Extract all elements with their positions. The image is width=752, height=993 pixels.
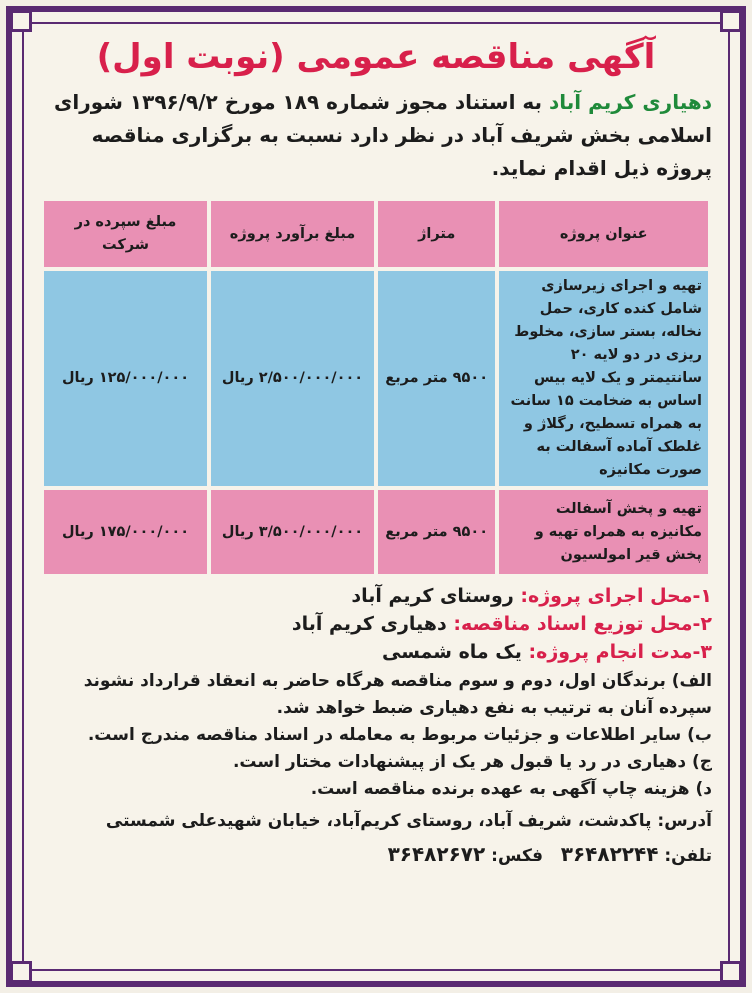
info-label: ۳-مدت انجام پروژه: — [528, 641, 712, 663]
info-value: روستای کریم آباد — [351, 585, 514, 607]
projects-table — [40, 197, 712, 578]
organization-name: دهیاری کریم آباد — [549, 90, 712, 114]
info-documents — [40, 610, 712, 638]
header-project-title: عنوان پروژه — [499, 201, 708, 267]
table-header-row — [44, 201, 708, 267]
info-value: دهیاری کریم آباد — [291, 613, 447, 635]
cell-area: ۹۵۰۰ متر مربع — [378, 271, 495, 486]
note-item: الف) برندگان اول، دوم و سوم مناقصه هرگاه حاضر به انعقاد قرارداد نشوند سپرده آنان به ترتیب به نفع دهیاری ضبط خواهد شد. — [83, 671, 712, 718]
header-estimate: مبلغ برآورد پروژه — [211, 201, 374, 267]
info-duration — [40, 638, 712, 666]
corner-ornament — [720, 961, 742, 983]
intro-paragraph — [40, 86, 712, 185]
table-row — [44, 271, 708, 486]
cell-estimate: ۳/۵۰۰/۰۰۰/۰۰۰ ریال — [211, 490, 374, 574]
info-label: ۲-محل توزیع اسناد مناقصه: — [453, 613, 712, 635]
cell-deposit: ۱۷۵/۰۰۰/۰۰۰ ریال — [44, 490, 207, 574]
phone-label: تلفن: — [664, 846, 712, 866]
info-label: ۱-محل اجرای پروژه: — [520, 585, 712, 607]
cell-area: ۹۵۰۰ متر مربع — [378, 490, 495, 574]
cell-deposit: ۱۲۵/۰۰۰/۰۰۰ ریال — [44, 271, 207, 486]
address-line — [40, 807, 712, 836]
ad-content — [40, 34, 712, 961]
header-area: متراژ — [378, 201, 495, 267]
project-info — [40, 582, 712, 666]
notes-list — [40, 668, 712, 803]
ad-title: آگهی مناقصه عمومی (نوبت اول) — [96, 37, 656, 77]
table-row — [44, 490, 708, 574]
corner-ornament — [10, 10, 32, 32]
header-deposit: مبلغ سپرده در شرکت — [44, 201, 207, 267]
note-item: د) هزینه چاپ آگهی به عهده برنده مناقصه است. — [310, 779, 712, 799]
info-value: یک ماه شمسی — [381, 641, 522, 663]
address-value: پاکدشت، شریف آباد، روستای کریم‌آباد، خیابان شهیدعلی شمستی — [105, 811, 652, 831]
cell-project-title: تهیه و اجرای زیرسازی شامل کنده کاری، حمل نخاله، بستر سازی، مخلوط ریزی در دو لایه ۲۰ سانتیمتر و یک لایه بیس اساس به ضخامت ۱۵ سانت به همراه تسطیح، رگلاژ و غلطک آماده آسفالت به صورت مکانیزه — [499, 271, 708, 486]
info-location — [40, 582, 712, 610]
fax-number: ۳۶۴۸۲۶۷۲ — [387, 842, 486, 866]
contact-line — [40, 840, 712, 871]
note-item: ج) دهیاری در رد یا قبول هر یک از پیشنهادات مختار است. — [232, 752, 712, 772]
intro-text: به استناد مجوز شماره ۱۸۹ مورخ ۱۳۹۶/۹/۲ شورای اسلامی بخش شریف آباد در نظر دارد نسبت به برگزاری مناقصه پروژه ذیل اقدام نماید. — [54, 90, 712, 180]
note-item: ب) سایر اطلاعات و جزئیات مربوط به معامله در اسناد مناقصه مندرج است. — [87, 725, 712, 745]
cell-project-title: تهیه و پخش آسفالت مکانیزه به همراه تهیه و پخش قیر امولسیون — [499, 490, 708, 574]
ad-frame — [6, 6, 746, 987]
corner-ornament — [720, 10, 742, 32]
address-label: آدرس: — [657, 811, 712, 831]
phone-number: ۳۶۴۸۲۲۴۴ — [560, 842, 659, 866]
fax-label: فکس: — [491, 846, 543, 866]
cell-estimate: ۲/۵۰۰/۰۰۰/۰۰۰ ریال — [211, 271, 374, 486]
corner-ornament — [10, 961, 32, 983]
